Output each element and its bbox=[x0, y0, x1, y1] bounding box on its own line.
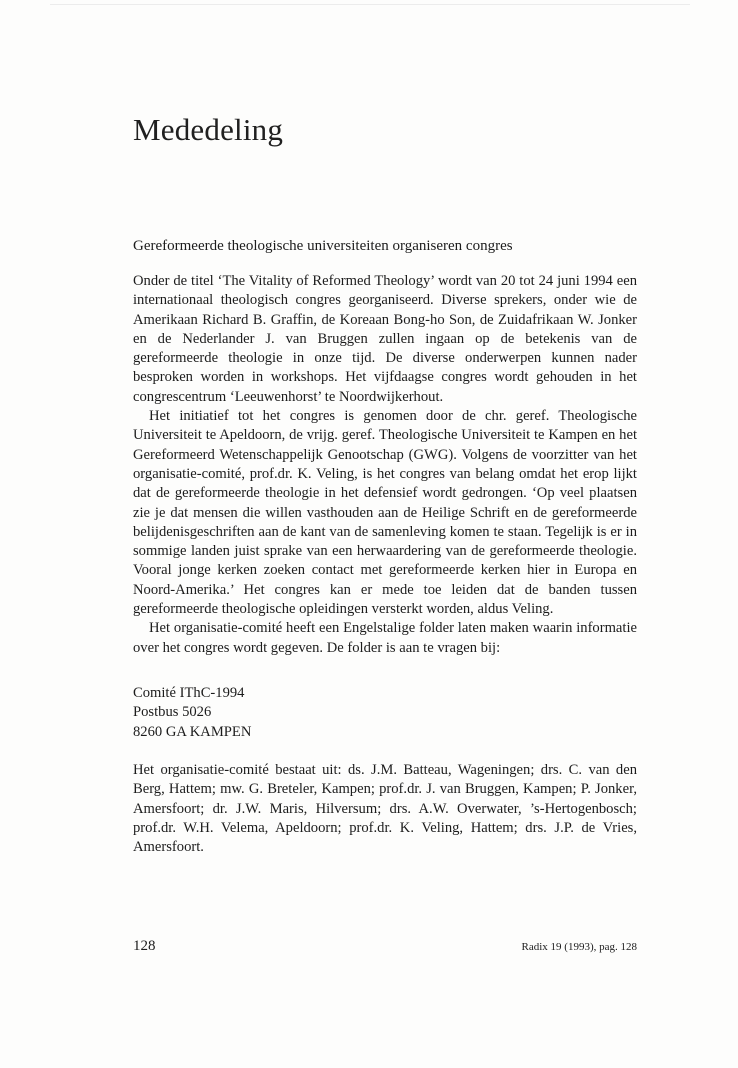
page-number: 128 bbox=[133, 938, 156, 954]
journal-citation: Radix 19 (1993), pag. 128 bbox=[521, 941, 637, 953]
address-line-city: 8260 GA KAMPEN bbox=[133, 723, 252, 740]
contact-address bbox=[133, 684, 251, 742]
committee-paragraph: Het organisatie-comité bestaat uit: ds. J.M. Batteau, Wageningen; drs. C. van den Berg, Hattem; mw. G. Breteler, Kampen; prof.dr. J. van Bruggen, Kampen; P. Jonker, Amersfoort; dr. J.W. Maris, Hilversum; drs. A.W. Overwater, ’s-Hertogenbosch; prof.dr. W.H. Velema, Apeldoorn; prof.dr. K. Veling, Hattem; drs. J.P. de Vries, Amersfoort. bbox=[133, 762, 637, 856]
article-subtitle: Gereformeerde theologische universiteiten organiseren congres bbox=[133, 238, 513, 254]
committee-list bbox=[133, 761, 637, 857]
article-body bbox=[133, 272, 637, 658]
address-line-name: Comité IThC-1994 bbox=[133, 685, 245, 701]
article-paragraph-2: Het initiatief tot het congres is genomen door de chr. geref. Theologische Universiteit te Apeldoorn, de vrijg. geref. Theologische Universiteit te Kampen en het Gereformeerd Wetenschappelijk Genootschap (GWG). Volgens de voorzitter van het organisatie-comité, prof.dr. K. Veling, is het congres van belang omdat het erop lijkt dat de gereformeerde theologie in het defensief wordt gedrongen. ‘Op veel plaatsen zie je dat mensen die willen vasthouden aan de Heilige Schrift en de gereformeerde belijdenisgeschriften aan de kant van de samenleving komen te staan. Tegelijk is er in sommige landen juist sprake van een herwaardering van de gereformeerde theologie. Vooral jonge kerken zoeken contact met gereformeerde kerken hier in Europa en Noord-Amerika.’ Het congres kan er mede toe leiden dat de banden tussen gereformeerde theologische opleidingen versterkt worden, aldus Veling. bbox=[133, 408, 637, 618]
article-paragraph-3: Het organisatie-comité heeft een Engelstalige folder laten maken waarin informatie over het congres wordt gegeven. De folder is aan te vragen bij: bbox=[133, 620, 637, 656]
top-rule bbox=[50, 4, 690, 5]
address-line-postbus: Postbus 5026 bbox=[133, 704, 212, 721]
article-paragraph-1: Onder de titel ‘The Vitality of Reformed Theology’ wordt van 20 tot 24 juni 1994 een internationaal theologisch congres georganiseerd. Diverse sprekers, onder wie de Amerikaan Richard B. Graffin, de Koreaan Bong-ho Son, de Zuidafrikaan W. Jonker en de Nederlander J. van Bruggen zullen ingaan op de betekenis van de gereformeerde theologie in onze tijd. De diverse onderwerpen kunnen nader besproken worden in workshops. Het vijfdaagse congres wordt gehouden in het congrescentrum ‘Leeuwenhorst’ te Noordwijkerhout. bbox=[133, 273, 637, 405]
page-title: Mededeling bbox=[133, 112, 284, 147]
